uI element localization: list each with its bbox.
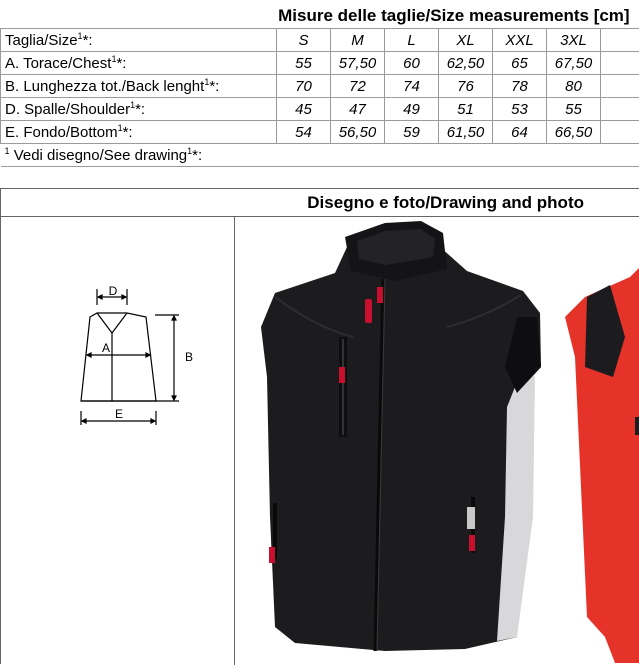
value-cell: 54 — [277, 121, 331, 144]
label-a: A — [102, 341, 110, 355]
value-cell: 72 — [331, 75, 385, 98]
value-cell: 59 — [385, 121, 439, 144]
value-cell: 64 — [493, 121, 547, 144]
value-cell: 65 — [493, 52, 547, 75]
size-cell: S — [277, 29, 331, 52]
drawing-photo-panel — [0, 188, 639, 664]
value-cell: 55 — [547, 98, 601, 121]
value-cell: 74 — [385, 75, 439, 98]
value-cell: 45 — [277, 98, 331, 121]
table-title: Misure delle taglie/Size measurements [cm] — [1, 4, 639, 29]
vest-photo — [235, 217, 639, 663]
row-label: E. Fondo/Bottom$^1$*: — [1, 121, 277, 144]
value-cell: 47 — [331, 98, 385, 121]
row-label: A. Torace/Chest$^1$*: — [1, 52, 277, 75]
value-cell: 51 — [439, 98, 493, 121]
label-b: B — [185, 350, 193, 364]
size-cell: 3XL — [547, 29, 601, 52]
black-vest — [261, 221, 541, 651]
label-d: D — [109, 284, 118, 298]
value-cell: 61,50 — [439, 121, 493, 144]
table-title-row — [1, 4, 639, 29]
value-cell: 70 — [277, 75, 331, 98]
value-cell: 56,50 — [331, 121, 385, 144]
value-cell: 60 — [385, 52, 439, 75]
size-cell: L — [385, 29, 439, 52]
size-measurements-table — [0, 4, 639, 167]
size-cell: XL — [439, 29, 493, 52]
size-cell: XXL — [493, 29, 547, 52]
footnote-row — [1, 144, 639, 167]
value-cell: 66,50 — [547, 121, 601, 144]
vest-drawing — [71, 279, 201, 439]
value-cell: 49 — [385, 98, 439, 121]
table-row-bottom — [1, 121, 639, 144]
value-cell: 76 — [439, 75, 493, 98]
footnote: $^1$ Vedi disegno/See drawing$^1$*: — [1, 144, 639, 167]
table-row-length — [1, 75, 639, 98]
value-cell: 80 — [547, 75, 601, 98]
value-cell: 55 — [277, 52, 331, 75]
row-label: Taglia/Size$^1$*: — [1, 29, 277, 52]
table-row-chest — [1, 52, 639, 75]
value-cell: 67,50 — [547, 52, 601, 75]
table-row-shoulder — [1, 98, 639, 121]
row-label: D. Spalle/Shoulder$^1$*: — [1, 98, 277, 121]
size-header-row — [1, 29, 639, 52]
value-cell: 53 — [493, 98, 547, 121]
value-cell: 62,50 — [439, 52, 493, 75]
size-cell: M — [331, 29, 385, 52]
value-cell: 78 — [493, 75, 547, 98]
value-cell: 57,50 — [331, 52, 385, 75]
panel-title: Disegno e foto/Drawing and photo — [1, 189, 639, 217]
row-label: B. Lunghezza tot./Back lenght$^1$*: — [1, 75, 277, 98]
label-e: E — [115, 407, 123, 421]
